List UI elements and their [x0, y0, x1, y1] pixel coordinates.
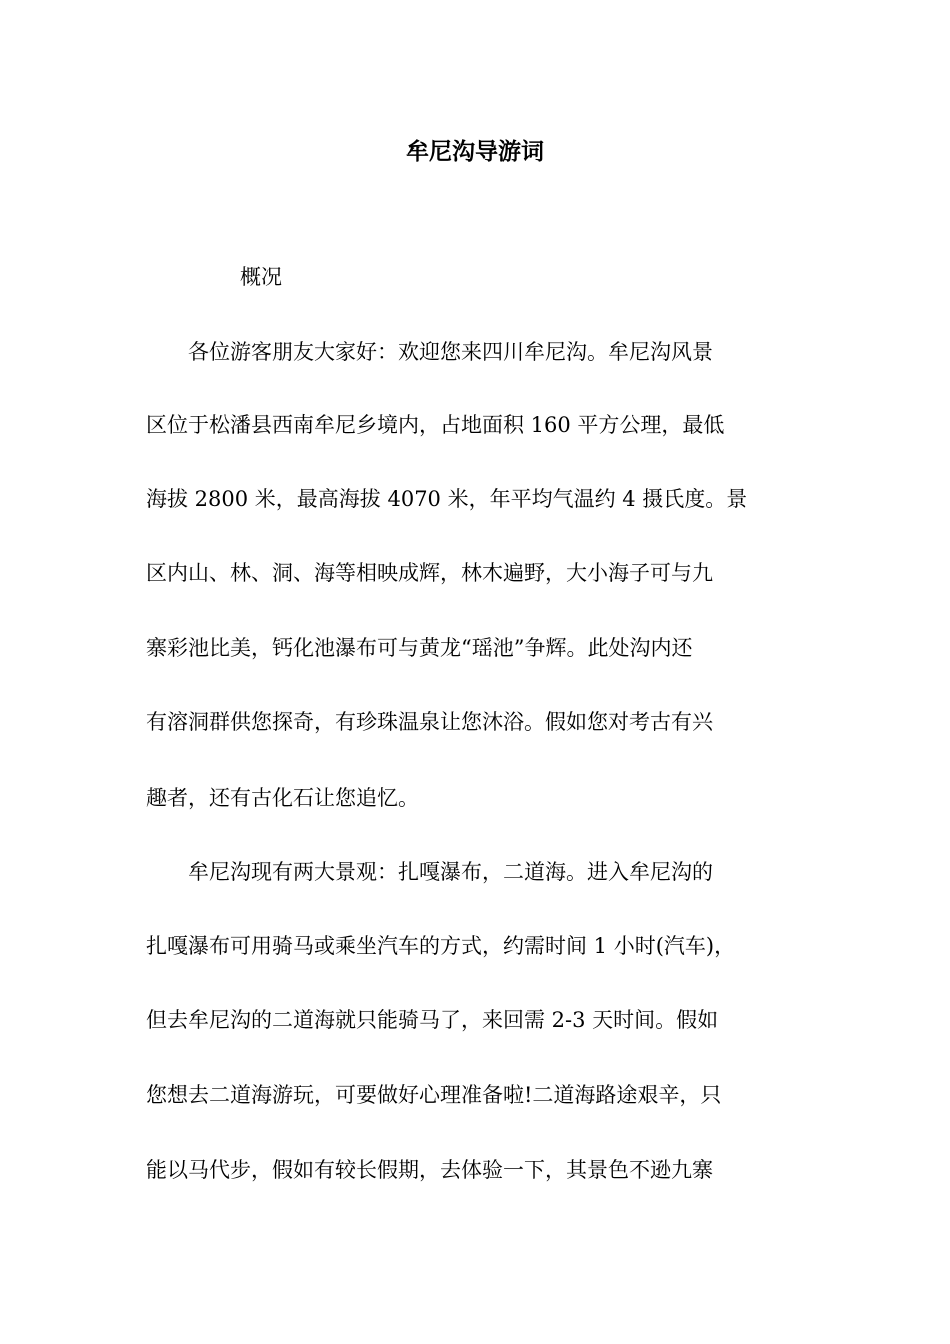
body-line: 海拔 2800 米，最高海拔 4070 米，年平均气温约 4 摄氏度。景	[146, 487, 748, 511]
body-line: 各位游客朋友大家好：欢迎您来四川牟尼沟。牟尼沟风景	[146, 340, 713, 364]
body-line: 有溶洞群供您探奇，有珍珠温泉让您沐浴。假如您对考古有兴	[146, 710, 713, 734]
body-line: 区位于松潘县西南牟尼乡境内，占地面积 160 平方公理，最低	[146, 413, 725, 437]
body-line: 扎嘎瀑布可用骑马或乘坐汽车的方式，约需时间 1 小时(汽车)，	[146, 934, 736, 958]
body-line: 您想去二道海游玩，可要做好心理准备啦!二道海路途艰辛，只	[146, 1083, 722, 1107]
body-line: 牟尼沟现有两大景观：扎嘎瀑布，二道海。进入牟尼沟的	[146, 860, 713, 884]
document-title: 牟尼沟导游词	[406, 139, 544, 165]
body-line: 寨彩池比美，钙化池瀑布可与黄龙“瑶池”争辉。此处沟内还	[146, 636, 693, 660]
body-line: 但去牟尼沟的二道海就只能骑马了，来回需 2-3 天时间。假如	[146, 1008, 719, 1032]
body-line: 区内山、林、洞、海等相映成辉，林木遍野，大小海子可与九	[146, 561, 713, 585]
section-heading: 概况	[240, 265, 282, 289]
body-line: 趣者，还有古化石让您追忆。	[146, 786, 419, 810]
body-line: 能以马代步，假如有较长假期，去体验一下，其景色不逊九寨	[146, 1158, 713, 1182]
